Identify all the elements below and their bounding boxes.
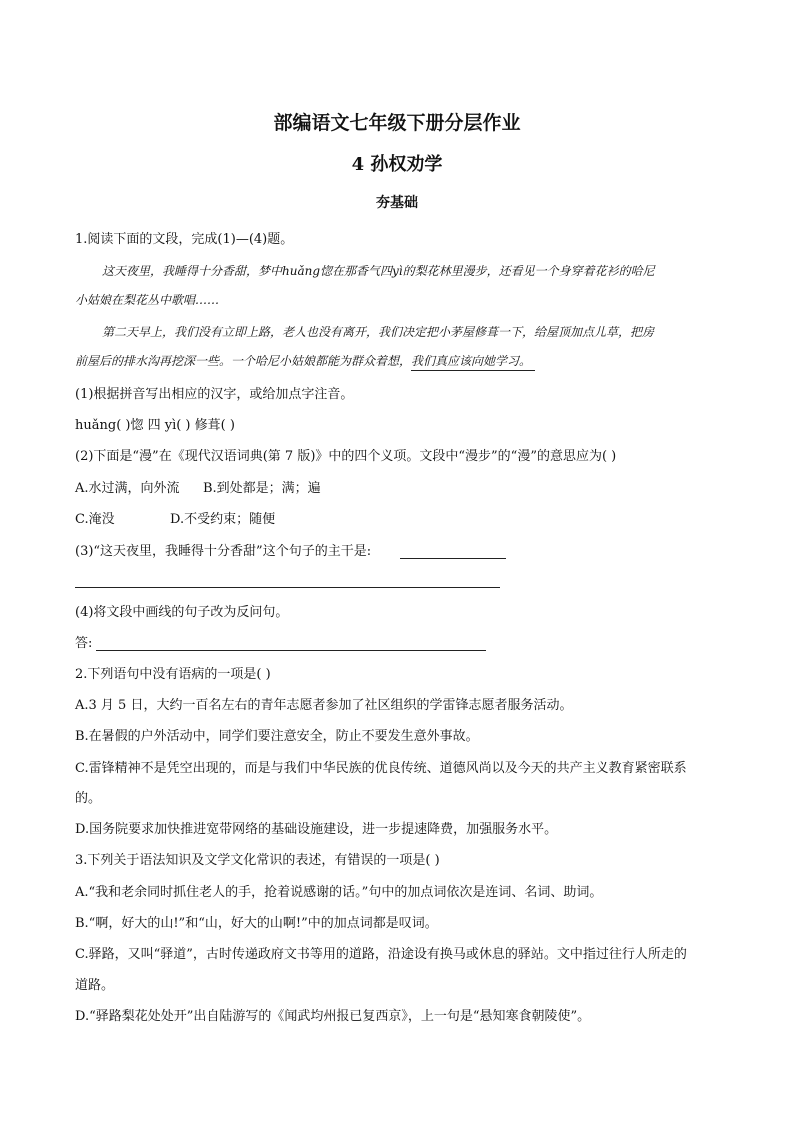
lesson-title: 4 孙权劝学 bbox=[351, 154, 443, 175]
q1-passage-line-4 bbox=[75, 352, 535, 371]
q1-sub1-items: huǎng( )惚 四 yì( ) 修葺( ) bbox=[75, 418, 235, 433]
q1-sub1: (1)根据拼音写出相应的汉字，或给加点字注音。 bbox=[75, 387, 354, 402]
q1-sub2: (2)下面是“漫”在《现代汉语词典(第 7 版)》中的四个义项。文段中“漫步”的“漫”的意思应为( ) bbox=[75, 449, 617, 464]
q3-option-c-line-1: C.驿路，又叫“驿道”，古时传递政府文书等用的道路，沿途设有换马或休息的驿站。文中指过往行人所走的 bbox=[75, 947, 687, 962]
section-heading: 夯基础 bbox=[376, 195, 418, 211]
q1-sub2-option-b: B.到处都是；满；遍 bbox=[203, 481, 321, 496]
q2-option-d: D.国务院要求加快推进宽带网络的基础设施建设，进一步提速降费，加强服务水平。 bbox=[75, 822, 558, 837]
q1-passage-line-3: 第二天早上，我们没有立即上路，老人也没有离开，我们决定把小茅屋修葺一下，给屋顶加点儿草，把房 bbox=[102, 325, 655, 339]
q1-passage-line-2: 小姑娘在梨花丛中歌唱…… bbox=[75, 293, 220, 307]
q3-option-d: D.“驿路梨花处处开”出自陆游写的《闻武均州报已复西京》，上一句是“悬知寒食朝陵使”。 bbox=[75, 1009, 591, 1024]
q2-option-b: B.在暑假的户外活动中，同学们要注意安全，防止不要发生意外事故。 bbox=[75, 729, 479, 744]
q3-stem: 3.下列关于语法知识及文学文化常识的表述，有错误的一项是( ) bbox=[75, 853, 440, 868]
q2-option-c-line-1: C.雷锋精神不是凭空出现的，而是与我们中华民族的优良传统、道德风尚以及今天的共产主义教育紧密联系 bbox=[75, 761, 687, 776]
q3-option-b: B.“啊，好大的山!”和“山，好大的山啊!”中的加点词都是叹词。 bbox=[75, 916, 438, 931]
q1-passage-plain: 前屋后的排水沟再挖深一些。一个哈尼小姑娘都能为群众着想， bbox=[75, 354, 412, 368]
q1-sub4: (4)将文段中画线的句子改为反问句。 bbox=[75, 605, 289, 620]
q2-stem: 2.下列语句中没有语病的一项是( ) bbox=[75, 667, 271, 682]
document-title: 部编语文七年级下册分层作业 bbox=[273, 112, 521, 134]
q3-option-a: A.“我和老余同时抓住老人的手，抢着说感谢的话。”句中的加点词依次是连词、名词、助词。 bbox=[75, 885, 603, 900]
q2-option-a: A.3 月 5 日，大约一百名左右的青年志愿者参加了社区组织的学雷锋志愿者服务活动。 bbox=[75, 698, 573, 713]
q1-sub2-option-c: C.淹没 bbox=[75, 512, 115, 527]
q1-passage-line-1: 这天夜里，我睡得十分香甜，梦中huǎng惚在那香气四yì的梨花林里漫步，还看见一个身穿着花衫的哈尼 bbox=[102, 264, 655, 278]
q1-sub3-answer-blank-2[interactable] bbox=[75, 587, 500, 588]
q1-sub3-answer-blank[interactable] bbox=[400, 558, 506, 559]
q3-option-c-line-2: 道路。 bbox=[75, 978, 115, 993]
q1-sub2-option-d: D.不受约束；随便 bbox=[170, 512, 276, 527]
q1-stem: 1.阅读下面的文段，完成(1)—(4)题。 bbox=[75, 232, 294, 247]
q1-sub4-answer-blank[interactable] bbox=[96, 650, 486, 651]
q2-option-c-line-2: 的。 bbox=[75, 791, 102, 806]
q1-sub2-option-a: A.水过满，向外流 bbox=[75, 481, 180, 496]
q1-underlined-sentence: 我们真应该向她学习。 bbox=[411, 352, 535, 371]
q1-answer-label: 答: bbox=[75, 636, 93, 651]
q1-sub3: (3)“这天夜里，我睡得十分香甜”这个句子的主干是: bbox=[75, 544, 372, 559]
